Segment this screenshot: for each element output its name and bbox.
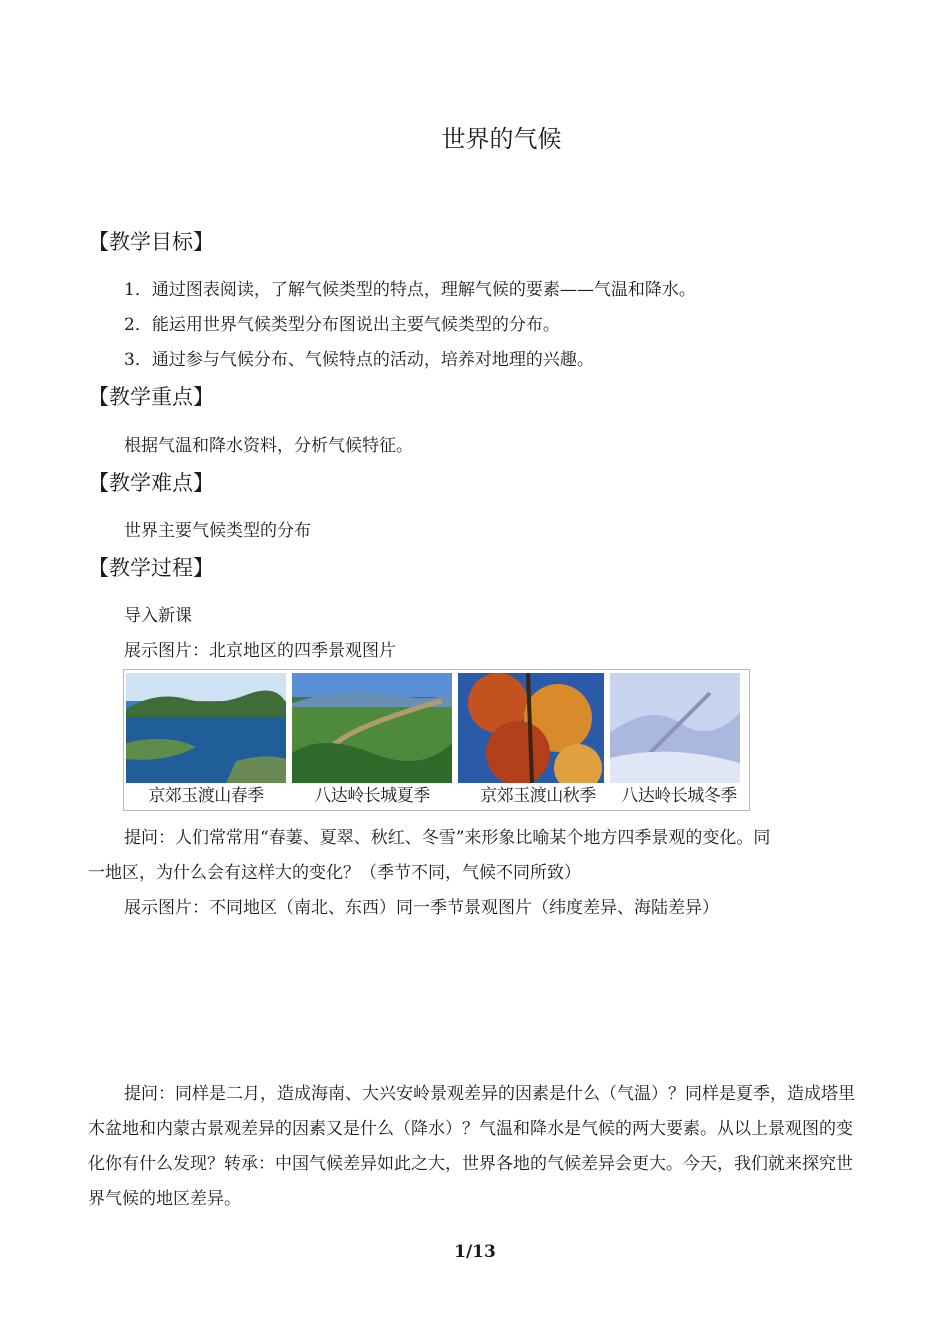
caption-spring: 京郊玉渡山春季 (148, 786, 264, 806)
goal-item-2: 2．能运用世界气候类型分布图说出主要气候类型的分布。 (124, 315, 560, 335)
difficulty-heading: 【教学难点】 (88, 471, 214, 495)
caption-summer: 八达岭长城夏季 (314, 786, 430, 806)
caption-autumn: 京郊玉渡山秋季 (480, 786, 596, 806)
caption-winter: 八达岭长城冬季 (621, 786, 737, 806)
focus-heading: 【教学重点】 (88, 385, 214, 409)
question-1-line-2: 一地区，为什么会有这样大的变化？（季节不同，气候不同所致） (88, 863, 581, 883)
show-images-line-2: 展示图片：不同地区（南北、东西）同一季节景观图片（纬度差异、海陆差异） (124, 898, 719, 918)
four-seasons-image-strip (123, 669, 750, 811)
winter-great-wall-photo (610, 673, 740, 783)
focus-text: 根据气温和降水资料，分析气候特征。 (124, 436, 413, 456)
goal-item-3: 3．通过参与气候分布、气候特点的活动，培养对地理的兴趣。 (124, 350, 594, 370)
difficulty-text: 世界主要气候类型的分布 (124, 521, 311, 541)
intro-text: 导入新课 (124, 606, 192, 626)
autumn-trees-photo (458, 673, 604, 783)
question-2-text: 提问：同样是二月，造成海南、大兴安岭景观差异的因素是什么（气温）？同样是夏季，造成塔里木盆地和内蒙古景观差异的因素又是什么（降水）？气温和降水是气候的两大要素。从以上景观图的变化你有什么发现？转承：中国气候差异如此之大，世界各地的气候差异会更大。今天，我们就来探究世界气候的地区差异。 (88, 1084, 855, 1209)
goal-item-1: 1．通过图表阅读，了解气候类型的特点，理解气候的要素——气温和降水。 (124, 280, 696, 300)
summer-great-wall-photo (292, 673, 452, 783)
process-heading: 【教学过程】 (88, 556, 214, 580)
show-images-line: 展示图片：北京地区的四季景观图片 (124, 641, 396, 661)
goals-heading: 【教学目标】 (88, 230, 214, 254)
page-number: 1/13 (454, 1242, 496, 1262)
question-2-paragraph (88, 1077, 868, 1217)
document-title: 世界的气候 (441, 125, 562, 153)
question-1-line-1: 提问：人们常常用“春萋、夏翠、秋红、冬雪”来形象比喻某个地方四季景观的变化。同 (124, 828, 771, 848)
spring-lake-photo (126, 673, 286, 783)
